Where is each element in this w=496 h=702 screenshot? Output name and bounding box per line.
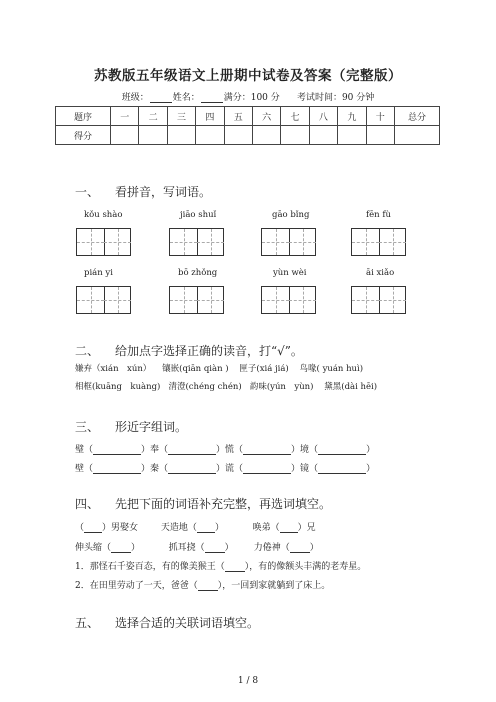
table-cell: 九 xyxy=(338,107,366,126)
pinyin-label: pián yi xyxy=(84,268,113,278)
name-blank[interactable] xyxy=(201,93,223,103)
answer-blank[interactable] xyxy=(243,445,291,455)
score-cell[interactable] xyxy=(167,126,195,145)
answer-blank[interactable] xyxy=(205,543,225,553)
answer-blank[interactable] xyxy=(197,523,215,533)
idiom-line-1: （ ）男娶女 天造地（ ） 唤弟（ ）兄 xyxy=(75,523,316,533)
writing-grid[interactable] xyxy=(261,286,316,314)
writing-grid[interactable] xyxy=(351,286,406,314)
writing-grid[interactable] xyxy=(169,286,224,314)
pinyin-label: gāo bǐng xyxy=(272,210,310,220)
score-table xyxy=(55,106,440,145)
word-line-1: 璧（ ）奉（ ）慌（ ）境（ ） xyxy=(75,445,376,455)
score-cell[interactable] xyxy=(309,126,337,145)
writing-grid[interactable] xyxy=(76,228,131,256)
section-2-heading: 二、 给加点字选择正确的读音，打“√”。 xyxy=(75,344,303,358)
score-cell[interactable] xyxy=(395,126,440,145)
answer-blank[interactable] xyxy=(93,464,141,474)
exam-info xyxy=(0,90,496,103)
table-cell: 二 xyxy=(139,107,167,126)
pinyin-label: jiāo shuǐ xyxy=(180,210,217,220)
section-1-heading: 一、 看拼音，写词语。 xyxy=(75,185,212,199)
page-number: 1 / 8 xyxy=(237,676,259,686)
section-4-heading: 四、 先把下面的词语补充完整，再选词填空。 xyxy=(75,497,332,511)
table-cell: 七 xyxy=(281,107,309,126)
section-5-heading: 五、 选择合适的关联词语填空。 xyxy=(75,616,260,630)
exam-time: 考试时间：90 分钟 xyxy=(296,93,375,103)
score-cell[interactable] xyxy=(196,126,224,145)
score-table-row xyxy=(56,126,440,145)
reading-option[interactable]: 相框(kuāng kuàng) xyxy=(75,382,161,392)
idiom-line-2: 伸头缩（ ） 抓耳挠（ ） 力倦神（ ） xyxy=(75,543,319,553)
fill-question-2: 2．在田里劳动了一天，爸爸（ ），一回到家就躺到了床上。 xyxy=(75,581,331,591)
answer-blank[interactable] xyxy=(318,445,366,455)
table-cell: 三 xyxy=(167,107,195,126)
score-cell[interactable] xyxy=(252,126,280,145)
table-cell: 八 xyxy=(309,107,337,126)
answer-blank[interactable] xyxy=(168,445,216,455)
writing-grid[interactable] xyxy=(261,228,316,256)
full-score: 满分：100 分 xyxy=(223,93,280,103)
score-cell[interactable] xyxy=(139,126,167,145)
reading-option[interactable]: 韵味(yún yùn) xyxy=(249,382,314,392)
reading-option[interactable]: 镶嵌(qiān qiàn ) xyxy=(162,364,229,374)
page-title: 苏教版五年级语文上册期中试卷及答案（完整版） xyxy=(94,68,402,84)
answer-blank[interactable] xyxy=(280,523,298,533)
pinyin-label: yùn wèi xyxy=(273,268,307,278)
reading-option[interactable]: 黛黑(dài hēi) xyxy=(324,382,378,392)
reading-option[interactable]: 清澄(chéng chén) xyxy=(168,382,242,392)
pinyin-label: kǒu shào xyxy=(84,210,123,220)
table-cell: 一 xyxy=(111,107,139,126)
pinyin-label: fēn fù xyxy=(366,210,391,220)
table-cell: 五 xyxy=(224,107,252,126)
answer-blank[interactable] xyxy=(168,464,216,474)
writing-grid[interactable] xyxy=(76,286,131,314)
table-cell: 十 xyxy=(366,107,394,126)
score-table-header xyxy=(56,107,440,126)
table-cell: 题序 xyxy=(56,107,111,126)
answer-blank[interactable] xyxy=(290,543,310,553)
reading-option[interactable]: 嫌弃（xián xún） xyxy=(75,364,152,374)
answer-blank[interactable] xyxy=(243,464,291,474)
table-cell: 总分 xyxy=(395,107,440,126)
answer-blank[interactable] xyxy=(318,464,366,474)
class-label: 班级： xyxy=(121,93,149,103)
answer-blank[interactable] xyxy=(111,543,131,553)
score-cell[interactable] xyxy=(338,126,366,145)
answer-blank[interactable] xyxy=(93,445,141,455)
class-blank[interactable] xyxy=(150,93,172,103)
fill-question-1: 1．那怪石千姿百态，有的像美猴王（ ），有的像额头丰满的老寿星。 xyxy=(75,562,367,572)
pinyin-label: āi xiǎo xyxy=(366,268,395,278)
table-cell: 四 xyxy=(196,107,224,126)
writing-grid[interactable] xyxy=(351,228,406,256)
reading-option[interactable]: 鸟喙( yuán huì) xyxy=(299,364,364,374)
score-cell[interactable] xyxy=(111,126,139,145)
reading-line-1 xyxy=(75,362,363,374)
name-label: 姓名： xyxy=(172,93,200,103)
table-cell: 得分 xyxy=(56,126,111,145)
pinyin-label: bō zhǒng xyxy=(178,268,218,278)
score-cell[interactable] xyxy=(281,126,309,145)
writing-grid[interactable] xyxy=(169,228,224,256)
section-3-heading: 三、 形近字组词。 xyxy=(75,420,188,434)
answer-blank[interactable] xyxy=(84,523,102,533)
table-cell: 六 xyxy=(252,107,280,126)
word-line-2: 壁（ ）秦（ ）谎（ ）镜（ ） xyxy=(75,464,376,474)
reading-option[interactable]: 匣子(xiá jiá) xyxy=(239,364,289,374)
score-cell[interactable] xyxy=(224,126,252,145)
reading-line-2 xyxy=(75,380,377,392)
score-cell[interactable] xyxy=(366,126,394,145)
answer-blank[interactable] xyxy=(225,562,245,572)
answer-blank[interactable] xyxy=(198,581,218,591)
